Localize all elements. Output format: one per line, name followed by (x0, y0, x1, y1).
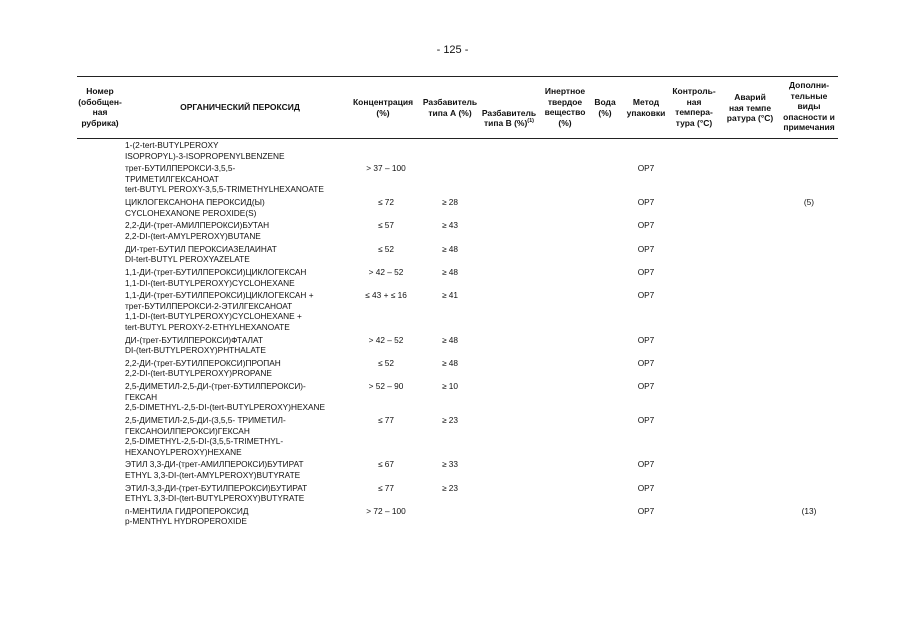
concentration-value: ≤ 52 (377, 357, 395, 368)
header-notes: Дополни- тельные виды опасности и примечания (783, 80, 835, 132)
packing-method-value: OP7 (637, 267, 655, 277)
packing-method-value: OP7 (637, 381, 655, 392)
packing-method-value: OP7 (637, 220, 655, 231)
peroxide-name: 2,2-ДИ-(трет-БУТИЛПЕРОКСИ)ПРОПАН 2,2-DI-(tert-BUTYLPEROXY)PROPANE (125, 357, 281, 379)
packing-method-value: OP7 (637, 243, 655, 254)
concentration-value: ≤ 57 (377, 220, 395, 231)
diluent-a-value: ≥ 48 (441, 267, 459, 277)
peroxide-name: 1,1-ДИ-(трет-БУТИЛПЕРОКСИ)ЦИКЛОГЕКСАН 1,1-DI-(tert-BUTYLPEROXY)CYCLOHEXANE (125, 267, 307, 288)
header-control-temp: Контроль- ная темпера- тура (°С) (672, 86, 716, 128)
diluent-a-value: ≥ 48 (441, 357, 459, 368)
diluent-a-value: ≥ 33 (441, 459, 459, 470)
concentration-value: > 42 – 52 (368, 267, 404, 277)
concentration-value: > 52 – 90 (368, 381, 404, 392)
concentration-value: ≤ 67 (377, 459, 395, 470)
diluent-a-value: ≥ 48 (441, 334, 459, 345)
packing-method-value: OP7 (637, 415, 655, 425)
peroxide-name: 2,5-ДИМЕТИЛ-2,5-ДИ-(3,5,5- ТРИМЕТИЛ- ГЕКСАНОИЛПЕРОКСИ)ГЕКСАН 2,5-DIMETHYL-2,5-DI-(3,5,5-TRIMETHYL- HEXANOYLPEROXY)HEXANE (125, 415, 286, 457)
peroxide-name: ЭТИЛ 3,3-ДИ-(трет-АМИЛПЕРОКСИ)БУТИРАТ ETHYL 3,3-DI-(tert-AMYLPEROXY)BUTYRATE (125, 459, 304, 480)
packing-method-value: OP7 (637, 197, 655, 208)
diluent-a-value: ≥ 48 (441, 243, 459, 254)
table-header-rule (77, 138, 838, 139)
page-number: - 125 - (436, 44, 469, 56)
peroxide-name: ДИ-(трет-БУТИЛПЕРОКСИ)ФТАЛАТ DI-(tert-BUTYLPEROXY)PHTHALATE (125, 334, 266, 356)
peroxide-name: ЭТИЛ-3,3-ДИ-(трет-БУТИЛПЕРОКСИ)БУТИРАТ ETHYL 3,3-DI-(tert-BUTYLPEROXY)BUTYRATE (125, 482, 308, 504)
table-top-rule (77, 76, 838, 77)
concentration-value: ≤ 77 (377, 415, 395, 425)
peroxide-name: ЦИКЛОГЕКСАНОНА ПЕРОКСИД(Ы) CYCLOHEXANONE PEROXIDE(S) (125, 197, 265, 218)
peroxide-name: 1-(2-tert-BUTYLPEROXY ISOPROPYL)-3-ISOPROPENYLBENZENE (125, 140, 285, 161)
peroxide-name: трет-БУТИЛПЕРОКСИ-3,5,5- ТРИМЕТИЛГЕКСАНОАТ tert-BUTYL PEROXY-3,5,5-TRIMETHYLHEXANOATE (125, 163, 324, 195)
packing-method-value: OP7 (637, 334, 655, 345)
diluent-a-value: ≥ 43 (441, 220, 459, 231)
header-emergency-temp: Аварий ная темпе ратура (°С) (726, 92, 774, 123)
diluent-a-value: ≥ 23 (441, 482, 459, 493)
concentration-value: > 72 – 100 (366, 505, 406, 516)
peroxide-name: ДИ-трет-БУТИЛ ПЕРОКСИАЗЕЛАИНАТ DI-tert-BUTYL PEROXYAZELATE (125, 243, 277, 265)
diluent-a-value: ≥ 41 (441, 290, 459, 301)
header-inert-solid: Инертное твердое вещество (%) (544, 86, 586, 128)
diluent-a-value: ≥ 28 (441, 197, 459, 208)
packing-method-value: OP7 (637, 459, 655, 470)
header-diluent-b-label: Разбавитель типа В (%) (481, 107, 537, 128)
header-concentration: Концентрация (%) (352, 97, 414, 118)
header-diluent-a: Разбавитель типа А (%) (422, 97, 478, 118)
notes-value: (5) (803, 197, 815, 208)
concentration-value: ≤ 77 (377, 482, 395, 493)
peroxide-name: 2,5-ДИМЕТИЛ-2,5-ДИ-(трет-БУТИЛПЕРОКСИ)- ГЕКСАН 2,5-DIMETHYL-2,5-DI-(tert-BUTYLPEROXY)HEXANE (125, 381, 326, 413)
packing-method-value: OP7 (637, 290, 655, 301)
header-packing-method: Метод упаковки (626, 97, 666, 118)
header-water: Вода (%) (594, 97, 616, 118)
peroxide-name: 1,1-ДИ-(трет-БУТИЛПЕРОКСИ)ЦИКЛОГЕКСАН + трет-БУТИЛПЕРОКСИ-2-ЭТИЛГЕКСАНОАТ 1,1-DI-(tert-BUTYLPEROXY)CYCLOHEXANE + tert-BUTYL PEROXY-2-ETHYLHEXANOATE (125, 290, 314, 332)
header-un-number: Номер (обобщен- ная рубрика) (78, 86, 122, 128)
concentration-value: ≤ 52 (377, 243, 395, 254)
packing-method-value: OP7 (637, 357, 655, 368)
header-diluent-b (479, 97, 539, 129)
notes-value: (13) (801, 505, 817, 516)
concentration-value: ≤ 72 (377, 197, 395, 208)
header-organic-peroxide: ОРГАНИЧЕСКИЙ ПЕРОКСИД (180, 102, 300, 112)
packing-method-value: OP7 (637, 505, 655, 516)
concentration-value: ≤ 43 + ≤ 16 (365, 290, 407, 301)
peroxide-name: 2,2-ДИ-(трет-АМИЛПЕРОКСИ)БУТАН 2,2-DI-(tert-AMYLPEROXY)BUTANE (125, 220, 270, 241)
packing-method-value: OP7 (637, 482, 655, 493)
peroxide-name: п-МЕНТИЛА ГИДРОПЕРОКСИД p-MENTHYL HYDROPEROXIDE (125, 505, 249, 527)
header-diluent-b-note: (1) (527, 118, 535, 125)
concentration-value: > 42 – 52 (368, 334, 404, 345)
packing-method-value: OP7 (637, 163, 655, 174)
diluent-a-value: ≥ 10 (441, 381, 459, 392)
concentration-value: > 37 – 100 (366, 163, 406, 174)
diluent-a-value: ≥ 23 (441, 415, 459, 425)
